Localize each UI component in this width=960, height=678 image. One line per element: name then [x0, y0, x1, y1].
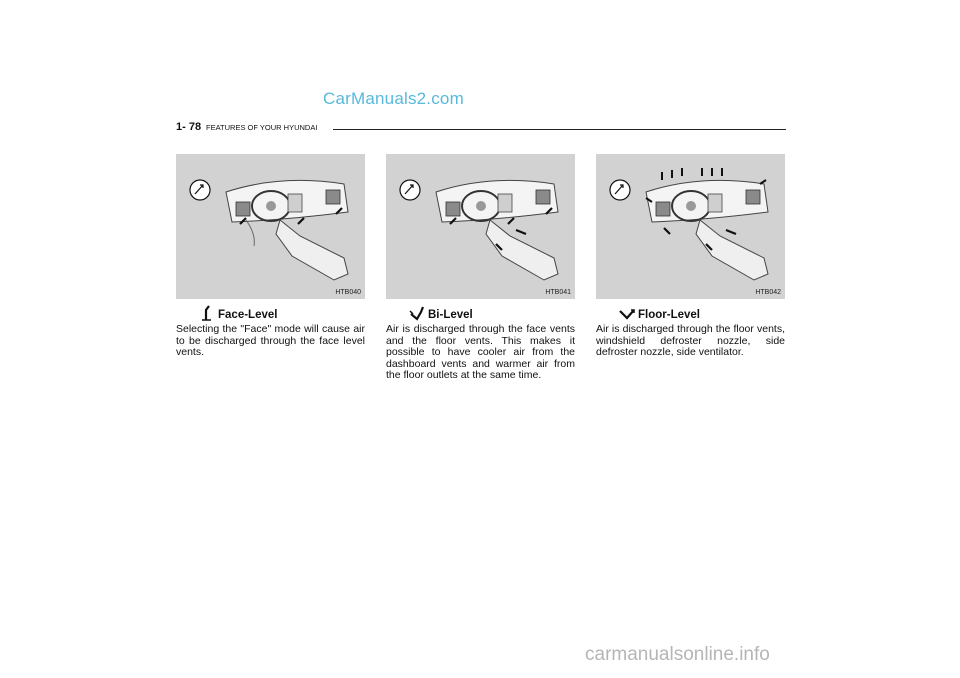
page-number: 1- 78 — [176, 121, 202, 133]
floor-level-airflow-icon — [618, 304, 636, 322]
section-title: FEATURES OF YOUR HYUNDAI — [206, 123, 318, 132]
mode-title: Floor-Level — [638, 309, 700, 321]
mode-column-floor — [596, 154, 785, 359]
mode-column-bi — [386, 154, 575, 382]
page-header — [176, 121, 786, 137]
face-level-airflow-icon — [198, 304, 216, 322]
dashboard-illustration-face — [176, 154, 365, 299]
dashboard-illustration-bi — [386, 154, 575, 299]
mode-column-face — [176, 154, 365, 359]
figure-code: HTB040 — [335, 289, 361, 296]
mode-description: Selecting the "Face" mode will cause air to be discharged through the face level vents. — [176, 323, 365, 358]
mode-description: Air is discharged through the face vents and the floor vents. This makes it possible to have cooler air from the dashboard vents and warmer air from the floor outlets at the same time. — [386, 323, 575, 381]
bi-level-airflow-icon — [408, 304, 426, 322]
dashboard-illustration-floor — [596, 154, 785, 299]
header-rule — [333, 129, 786, 130]
figure-code: HTB042 — [755, 289, 781, 296]
mode-title: Bi-Level — [428, 309, 473, 321]
mode-description: Air is discharged through the floor vents, windshield defroster nozzle, side defroster nozzle, side ventilator. — [596, 323, 785, 358]
mode-title: Face-Level — [218, 309, 278, 321]
watermark-top: CarManuals2.com — [323, 89, 464, 108]
figure-code: HTB041 — [545, 289, 571, 296]
watermark-bottom: carmanualsonline.info — [585, 644, 770, 665]
